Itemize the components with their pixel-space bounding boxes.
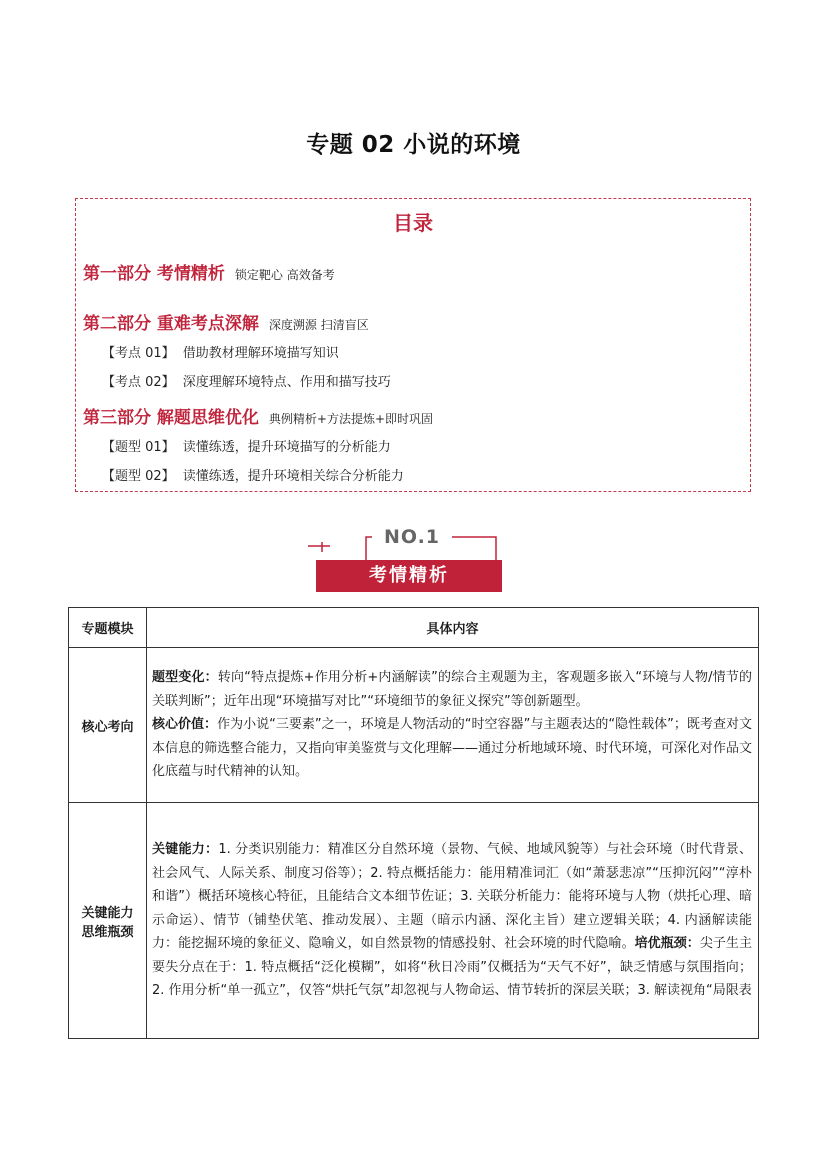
toc-item[interactable]: [102, 371, 391, 390]
toc-part-1-title: 第一部分 考情精析: [83, 264, 225, 284]
row-label: 关键能力：: [152, 842, 219, 858]
toc-item-text: 深度理解环境特点、作用和描写技巧: [182, 375, 391, 390]
table-header-row: [69, 608, 759, 648]
toc-part-3[interactable]: [83, 403, 433, 428]
section-banner: [308, 520, 508, 596]
row-module: [69, 803, 147, 1039]
row-module: 核心考向: [69, 648, 147, 803]
toc-heading: 目录: [393, 211, 433, 235]
banner-label: 考情精析: [316, 560, 502, 592]
row-content: [147, 648, 759, 803]
row-text: 1. 分类识别能力：精准区分自然环境（景物、气候、地域风貌等）与社会环境（时代背景、社会风气、人际关系、制度习俗等）；2. 特点概括能力：能用精准词汇（如“萧瑟悲凉”“压抑沉闷”“淳朴和谐”）概括环境核心特征，且能结合文本细节佐证；3. 关联分析能力：能将环境与人物（烘托心理、暗示命运）、情节（铺垫伏笔、推动发展）、主题（暗示内涵、深化主旨）建立逻辑关联；4. 内涵解读能力：能挖掘环境的象征义、隐喻义，如自然景物的情感投射、社会环境的时代隐喻。: [152, 842, 752, 952]
row-content: [147, 803, 759, 1039]
toc-item-text: 读懂练透，提升环境描写的分析能力: [182, 440, 391, 455]
table-of-contents: [75, 198, 751, 492]
toc-item-tag: 【考点 02】: [102, 375, 175, 390]
document-title: 专题 02 小说的环境: [306, 132, 521, 158]
toc-part-3-subtitle: 典例精析+方法提炼+即时巩固: [268, 412, 434, 426]
toc-part-2[interactable]: [83, 309, 369, 334]
toc-item[interactable]: [102, 342, 339, 361]
toc-item-tag: 【考点 01】: [102, 346, 175, 361]
toc-item-tag: 【题型 01】: [102, 440, 175, 455]
row-text: 作为小说“三要素”之一，环境是人物活动的“时空容器”与主题表达的“隐性载体”；既考查对文本信息的筛选整合能力，又指向审美鉴赏与文化理解——通过分析地域环境、时代环境，可深化对作品文化底蕴与时代精神的认知。: [152, 717, 752, 780]
toc-part-3-title: 第三部分 解题思维优化: [83, 408, 259, 428]
table-row: [69, 648, 759, 803]
row-text: 尖子生主要失分点在于：1. 特点概括“泛化模糊”，如将“秋日冷雨”仅概括为“天气不好”，缺乏情感与氛围指向；2. 作用分析“单一孤立”，仅答“烘托气氛”却忽视与人物命运、情节转折的深层关联；3. 解读视角“局限表: [152, 936, 752, 999]
toc-item[interactable]: [102, 436, 391, 455]
row-label: 题型变化：: [152, 670, 218, 686]
toc-part-1-subtitle: 锁定靶心 高效备考: [234, 268, 335, 282]
row-module-line: 思维瓶颈: [81, 924, 134, 940]
row-text: 转向“特点提炼+作用分析+内涵解读”的综合主观题为主，客观题多嵌入“环境与人物/情节的关联判断”；近年出现“环境描写对比”“环境细节的象征义探究”等创新题型。: [152, 670, 752, 709]
header-module: 专题模块: [69, 608, 147, 648]
banner-number: NO.1: [383, 526, 441, 548]
table-row: [69, 803, 759, 1039]
toc-item-text: 读懂练透，提升环境相关综合分析能力: [182, 469, 404, 484]
toc-item-tag: 【题型 02】: [102, 469, 175, 484]
row-module-line: 关键能力: [81, 905, 134, 921]
toc-item-text: 借助教材理解环境描写知识: [182, 346, 339, 361]
header-content: 具体内容: [147, 608, 759, 648]
row-label: 核心价值：: [152, 717, 218, 733]
toc-item[interactable]: [102, 465, 404, 484]
toc-part-2-subtitle: 深度溯源 扫清盲区: [268, 318, 369, 332]
toc-part-2-title: 第二部分 重难考点深解: [83, 314, 259, 334]
row-label: 培优瓶颈：: [634, 936, 700, 952]
toc-part-1[interactable]: [83, 259, 335, 284]
exam-analysis-table: [68, 607, 759, 1039]
